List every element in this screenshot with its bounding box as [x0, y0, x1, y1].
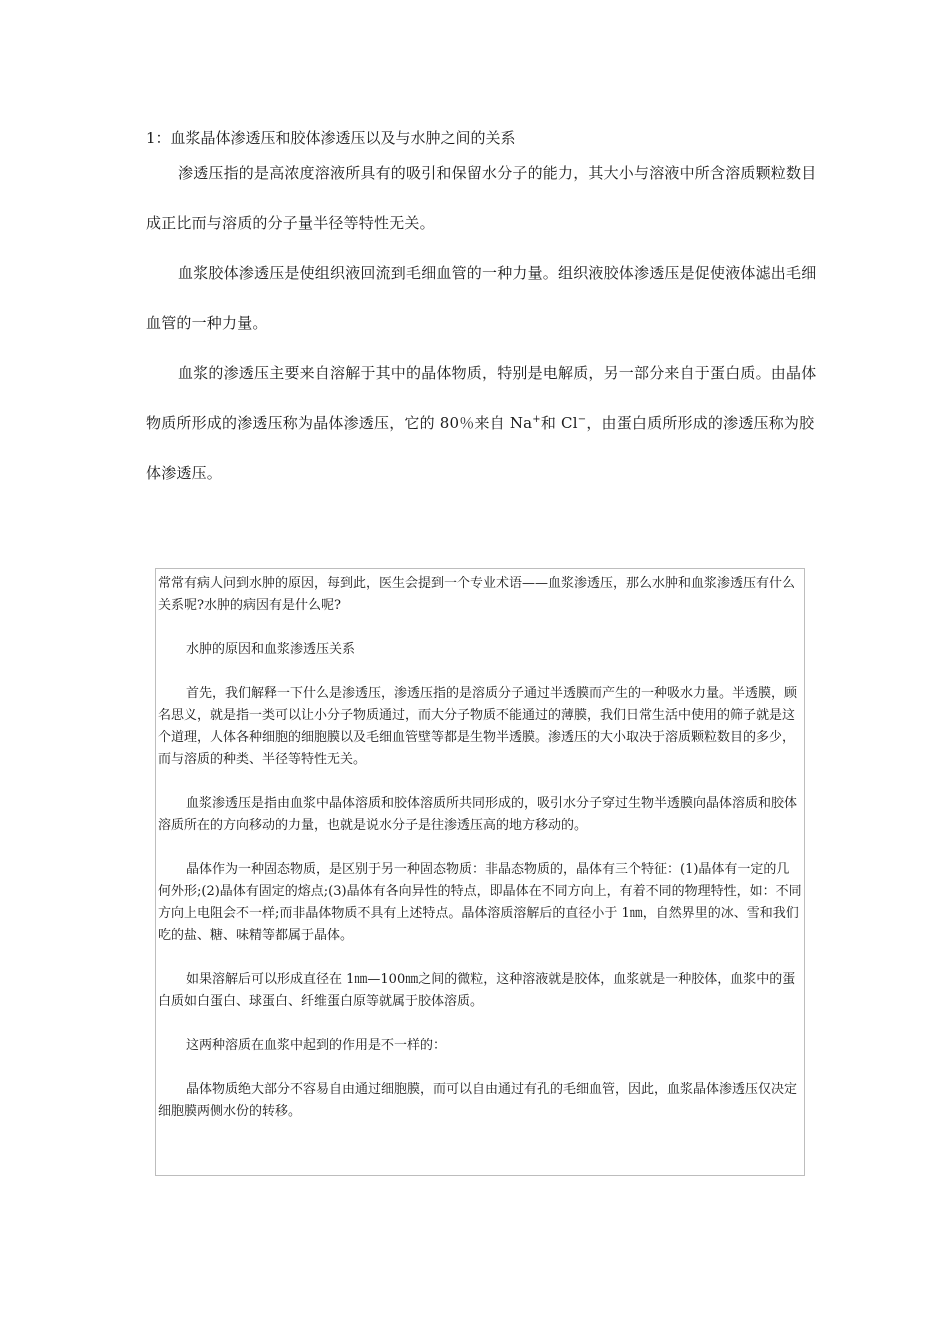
section-heading: 1：血浆晶体渗透压和胶体渗透压以及与水肿之间的关系 — [146, 129, 516, 147]
quoted-article-box — [155, 568, 805, 1176]
paragraph-plasma-pressure-part2: 和 Cl — [540, 414, 578, 432]
box-paragraph-plasma-pressure: 血浆渗透压是指由血浆中晶体溶质和胶体溶质所共同形成的，吸引水分子穿过生物半透膜向晶体溶质和胶体溶质所在的方向移动的力量，也就是说水分子是往渗透压高的地方移动的。 — [158, 796, 798, 833]
paragraph-plasma-pressure-part3: ，由蛋白质所形成的渗透压称为胶体渗透压。 — [146, 414, 815, 482]
main-text-section — [146, 128, 826, 498]
box-intro: 常常有病人问到水肿的原因，每到此，医生会提到一个专业术语——血浆渗透压，那么水肿和血浆渗透压有什么关系呢?水肿的病因有是什么呢? — [158, 576, 796, 613]
paragraph-osmotic-pressure: 渗透压指的是高浓度溶液所具有的吸引和保留水分子的能力，其大小与溶液中所含溶质颗粒数目成正比而与溶质的分子量半径等特性无关。 — [146, 164, 817, 232]
box-paragraph-crystal: 晶体作为一种固态物质，是区别于另一种固态物质：非晶态物质的，晶体有三个特征：(1)晶体有一定的几何外形;(2)晶体有固定的熔点;(3)晶体有各向异性的特点，即晶体在不同方向上，有着不同的物理特性，如：不同方向上电阻会不一样;而非晶体物质不具有上述特点。晶体溶质溶解后的直径小于 1㎚，自然界里的冰、雪和我们吃的盐、糖、味精等都属于晶体。 — [158, 862, 802, 943]
paragraph-plasma-pressure — [146, 348, 826, 498]
box-paragraph-roles: 这两种溶质在血浆中起到的作用是不一样的： — [186, 1038, 447, 1053]
sodium-superscript: + — [532, 414, 541, 425]
paragraph-colloid-pressure: 血浆胶体渗透压是使组织液回流到毛细血管的一种力量。组织液胶体渗透压是促使液体滤出毛细血管的一种力量。 — [146, 264, 817, 332]
box-paragraph-semipermeable: 首先，我们解释一下什么是渗透压，渗透压指的是溶质分子通过半透膜而产生的一种吸水力量。半透膜，顾名思义，就是指一类可以让小分子物质通过，而大分子物质不能通过的薄膜，我们日常生活中使用的筛子就是这个道理，人体各种细胞的细胞膜以及毛细血管壁等都是生物半透膜。渗透压的大小取决于溶质颗粒数目的多少，而与溶质的种类、半径等特性无关。 — [158, 686, 798, 767]
chloride-superscript: − — [577, 414, 587, 425]
paragraph-plasma-pressure-part1: 血浆的渗透压主要来自溶解于其中的晶体物质，特别是电解质，另一部分来自于蛋白质。由晶体物质所形成的渗透压称为晶体渗透压，它的 80％来自 Na — [146, 364, 817, 432]
box-paragraph-colloid: 如果溶解后可以形成直径在 1㎚—100㎚之间的微粒，这种溶液就是胶体，血浆就是一种胶体，血浆中的蛋白质如白蛋白、球蛋白、纤维蛋白原等就属于胶体溶质。 — [158, 972, 796, 1009]
box-paragraph-crystal-membrane: 晶体物质绝大部分不容易自由通过细胞膜，而可以自由通过有孔的毛细血管，因此，血浆晶体渗透压仅决定细胞膜两侧水份的转移。 — [158, 1082, 798, 1119]
box-subtitle: 水肿的原因和血浆渗透压关系 — [186, 642, 356, 657]
